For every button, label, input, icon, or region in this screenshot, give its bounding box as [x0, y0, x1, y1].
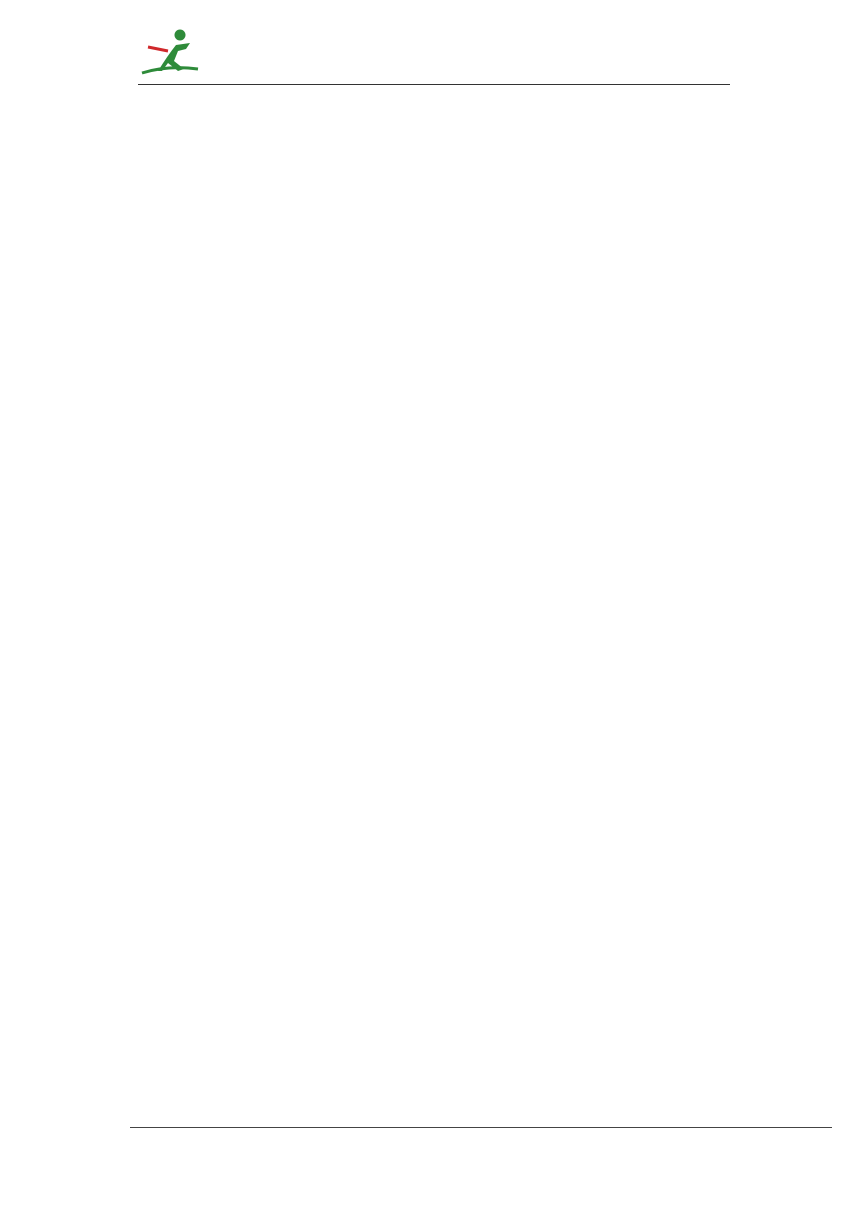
exercise3-title: [161, 131, 741, 154]
exercise2-item-9-continuation: [161, 108, 741, 131]
runner-icon: [142, 30, 198, 74]
page-header: [138, 25, 730, 85]
site-logo: [138, 25, 338, 83]
footer-divider: [130, 1127, 832, 1128]
header-divider: [138, 84, 730, 85]
document-body: [161, 108, 741, 153]
watermark-text: [320, 369, 611, 800]
